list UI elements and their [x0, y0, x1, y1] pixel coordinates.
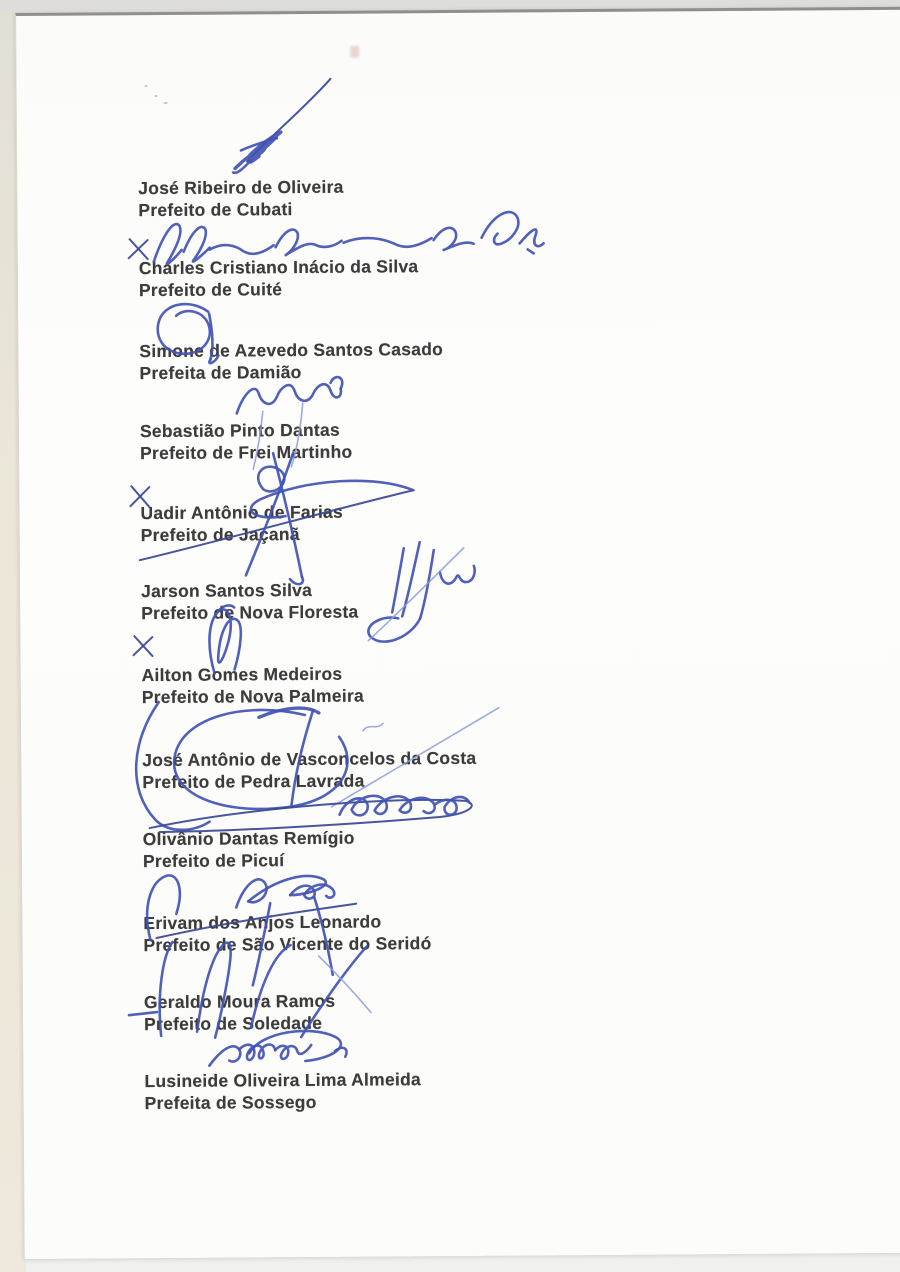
signatory-entry-sao-vicente — [143, 910, 431, 956]
signatory-title: Prefeito de Soledade — [143, 1012, 323, 1035]
x-mark-nova-palmeira — [133, 636, 152, 656]
signatory-title: Prefeito de Cuité — [138, 279, 283, 301]
signatory-title: Prefeito de Cubati — [138, 199, 293, 221]
signatory-name: Geraldo Moura Ramos — [143, 990, 336, 1013]
signatory-title: Prefeito de Frei Martinho — [140, 441, 353, 464]
pencil-speck — [155, 95, 158, 97]
signatory-title: Prefeito de São Vicente do Seridó — [143, 933, 432, 956]
signatory-entry-cubati — [138, 176, 344, 221]
signatory-entry-frei-martinho — [140, 419, 353, 464]
signatory-entry-pedra-lavrada — [142, 747, 476, 793]
signatory-title: Prefeito de Nova Palmeira — [141, 685, 365, 708]
signatory-title: Prefeito de Jaçanã — [140, 524, 300, 546]
signatory-name: Uadir Antônio de Farias — [140, 501, 344, 524]
signatory-title: Prefeito de Pedra Lavrada — [142, 770, 365, 793]
signature-sossego — [209, 1031, 347, 1066]
signatory-name: Ailton Gomes Medeiros — [141, 663, 343, 686]
signatory-name: Sebastião Pinto Dantas — [139, 419, 340, 442]
signatory-title: Prefeito de Picuí — [142, 850, 285, 872]
signatory-entry-picui — [143, 827, 355, 872]
signatory-name: José Antônio de Vasconcelos da Costa — [142, 747, 477, 771]
signatory-name: Charles Cristiano Inácio da Silva — [138, 256, 419, 279]
signatory-name: Olivânio Dantas Remígio — [142, 827, 355, 850]
signatory-title: Prefeita de Damião — [139, 362, 302, 384]
document-paper — [15, 7, 900, 1259]
signatory-entry-soledade — [144, 990, 336, 1035]
signatory-name: Simone de Azevedo Santos Casado — [139, 339, 444, 362]
signatory-name: Lusineide Oliveira Lima Almeida — [144, 1069, 422, 1092]
signatory-name: Jarson Santos Silva — [140, 579, 313, 602]
faint-stamp-mark — [350, 46, 359, 58]
signatory-entry-jacana — [140, 501, 343, 546]
signatory-name: Erivam dos Anjos Leonardo — [143, 911, 382, 934]
signatory-entry-nova-palmeira — [142, 663, 364, 709]
signatory-title: Prefeito de Nova Floresta — [141, 601, 359, 624]
signature-cubati — [232, 79, 331, 173]
signatory-entry-cuite — [139, 255, 419, 301]
signature-nova-floresta — [368, 542, 475, 642]
signatory-entry-sossego — [144, 1068, 421, 1114]
pencil-speck — [164, 102, 168, 104]
signatory-entry-nova-floresta — [141, 579, 359, 625]
signatory-entry-damiao — [139, 338, 443, 384]
signatory-title: Prefeita de Sossego — [144, 1091, 317, 1114]
pencil-speck — [145, 85, 148, 87]
signatory-name: José Ribeiro de Oliveira — [138, 176, 344, 199]
